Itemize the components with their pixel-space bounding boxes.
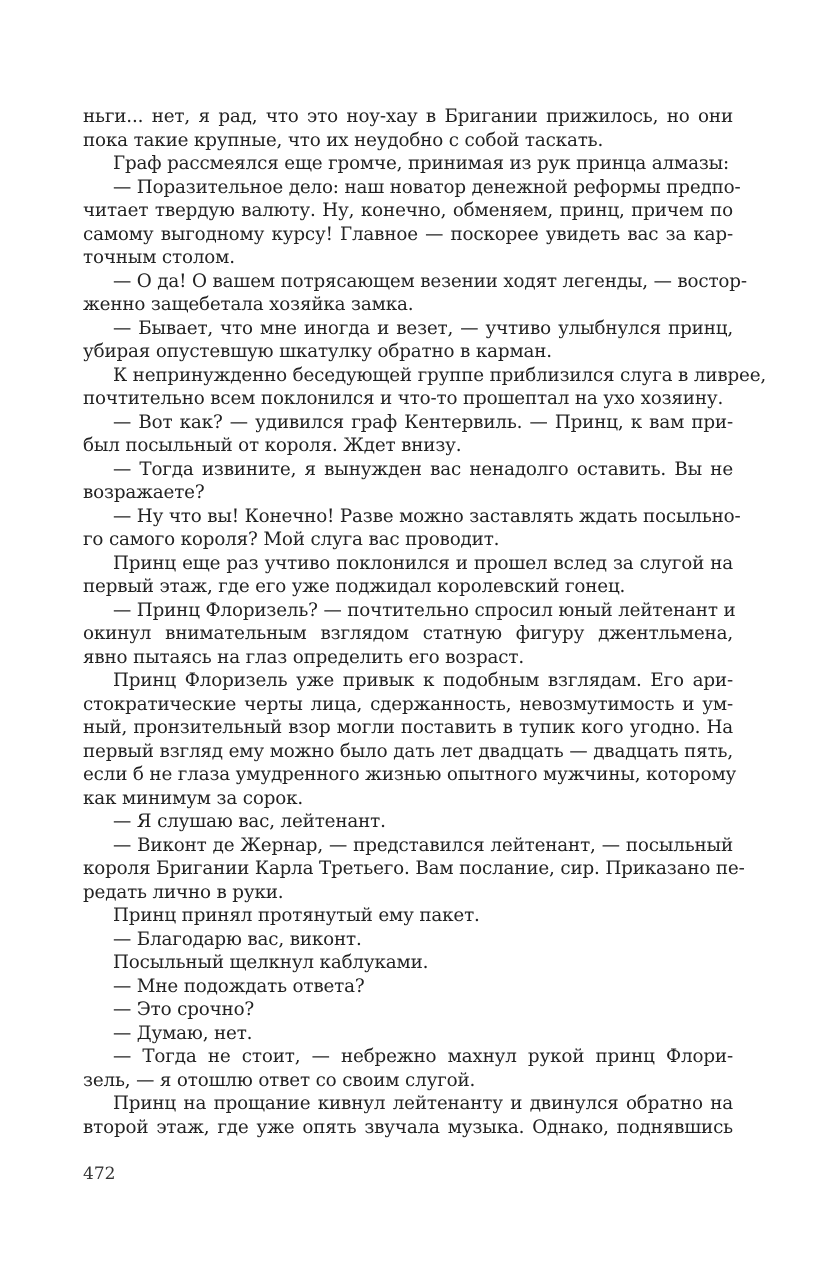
- text-line: — Тогда не стоит, — небрежно махнул рукой принц Флори-: [113, 1046, 733, 1067]
- text-line: Принц принял протянутый ему пакет.: [113, 905, 480, 926]
- text-line: редать лично в руки.: [83, 881, 284, 903]
- text-line: — Я слушаю вас, лейтенант.: [113, 811, 386, 832]
- text-line: К непринужденно беседующей группе приблизился слуга в ливрее,: [113, 364, 767, 386]
- text-line: первый взгляд ему можно было дать лет двадцать — двадцать пять,: [83, 740, 733, 762]
- text-line: точным столом.: [83, 247, 235, 268]
- text-line: был посыльный от короля. Ждет внизу.: [83, 435, 462, 456]
- text-line: зель, — я отошлю ответ со своим слугой.: [83, 1069, 476, 1091]
- text-line: стократические черты лица, сдержанность, невозмутимость и ум-: [83, 693, 733, 715]
- text-line: как минимум за сорок.: [83, 787, 304, 809]
- text-line: убирая опустевшую шкатулку обратно в карман.: [83, 341, 552, 362]
- text-line: пока такие крупные, что их неудобно с собой таскать.: [83, 129, 604, 151]
- text-line: — Принц Флоризель? — почтительно спросил юный лейтенант и: [113, 599, 736, 621]
- text-line: возражаете?: [83, 482, 205, 503]
- text-line: явно пытаясь на глаз определить его возраст.: [83, 646, 524, 668]
- text-line: — Благодарю вас, виконт.: [113, 928, 362, 950]
- text-line: Граф рассмеялся еще громче, принимая из рук принца алмазы:: [113, 153, 730, 174]
- text-line: — Это срочно?: [113, 999, 255, 1020]
- text-line: — Ну что вы! Конечно! Разве можно заставлять ждать посыльно-: [113, 505, 741, 527]
- text-line: ный, пронзительный взор могли поставить в тупик кого угодно. На: [83, 717, 733, 738]
- text-line: женно защебетала хозяйка замка.: [83, 294, 414, 315]
- text-line: — Тогда извините, я вынужден вас ненадолго оставить. Вы не: [113, 458, 733, 480]
- text-line: — Виконт де Жернар, — представился лейтенант, — посыльный: [113, 834, 733, 856]
- text-line: окинул внимательным взглядом статную фигуру джентльмена,: [83, 623, 733, 644]
- text-line: — Мне подождать ответа?: [113, 975, 365, 997]
- text-line: — Поразительное дело: наш новатор денежной реформы предпо-: [113, 176, 741, 198]
- text-line: самому выгодному курсу! Главное — поскорее увидеть вас за кар-: [83, 223, 733, 245]
- text-line: ньги... нет, я рад, что это ноу-хау в Бригании прижилось, но они: [83, 106, 733, 127]
- text-line: первый этаж, где его уже поджидал королевский гонец.: [83, 576, 626, 597]
- text-line: Принц на прощание кивнул лейтенанту и двинулся обратно на: [113, 1093, 733, 1114]
- text-line: если б не глаза умудренного жизнью опытного мужчины, которому: [83, 764, 737, 785]
- text-line: читает твердую валюту. Ну, конечно, обменяем, принц, причем по: [83, 200, 733, 221]
- text-line: — Вот как? — удивился граф Кентервиль. — Принц, к вам при-: [113, 411, 733, 433]
- page-number: 472: [83, 1164, 116, 1184]
- text-line: Принц Флоризель уже привык к подобным взглядам. Его ари-: [113, 670, 733, 691]
- text-line: — Бывает, что мне иногда и везет, — учтиво улыбнулся принц,: [113, 317, 733, 339]
- text-line: го самого короля? Мой слуга вас проводит.: [83, 529, 500, 550]
- text-line: второй этаж, где уже опять звучала музыка. Однако, поднявшись: [83, 1116, 733, 1138]
- text-line: Посыльный щелкнул каблуками.: [113, 952, 429, 973]
- text-line: Принц еще раз учтиво поклонился и прошел вслед за слугой на: [113, 552, 733, 574]
- text-line: почтительно всем поклонился и что-то прошептал на ухо хозяину.: [83, 388, 724, 409]
- text-line: — Думаю, нет.: [113, 1022, 253, 1044]
- text-line: — О да! О вашем потрясающем везении ходят легенды, — востор-: [113, 270, 747, 292]
- book-page-body: [83, 105, 767, 1139]
- text-line: короля Бригании Карла Третьего. Вам послание, сир. Приказано пе-: [83, 858, 745, 879]
